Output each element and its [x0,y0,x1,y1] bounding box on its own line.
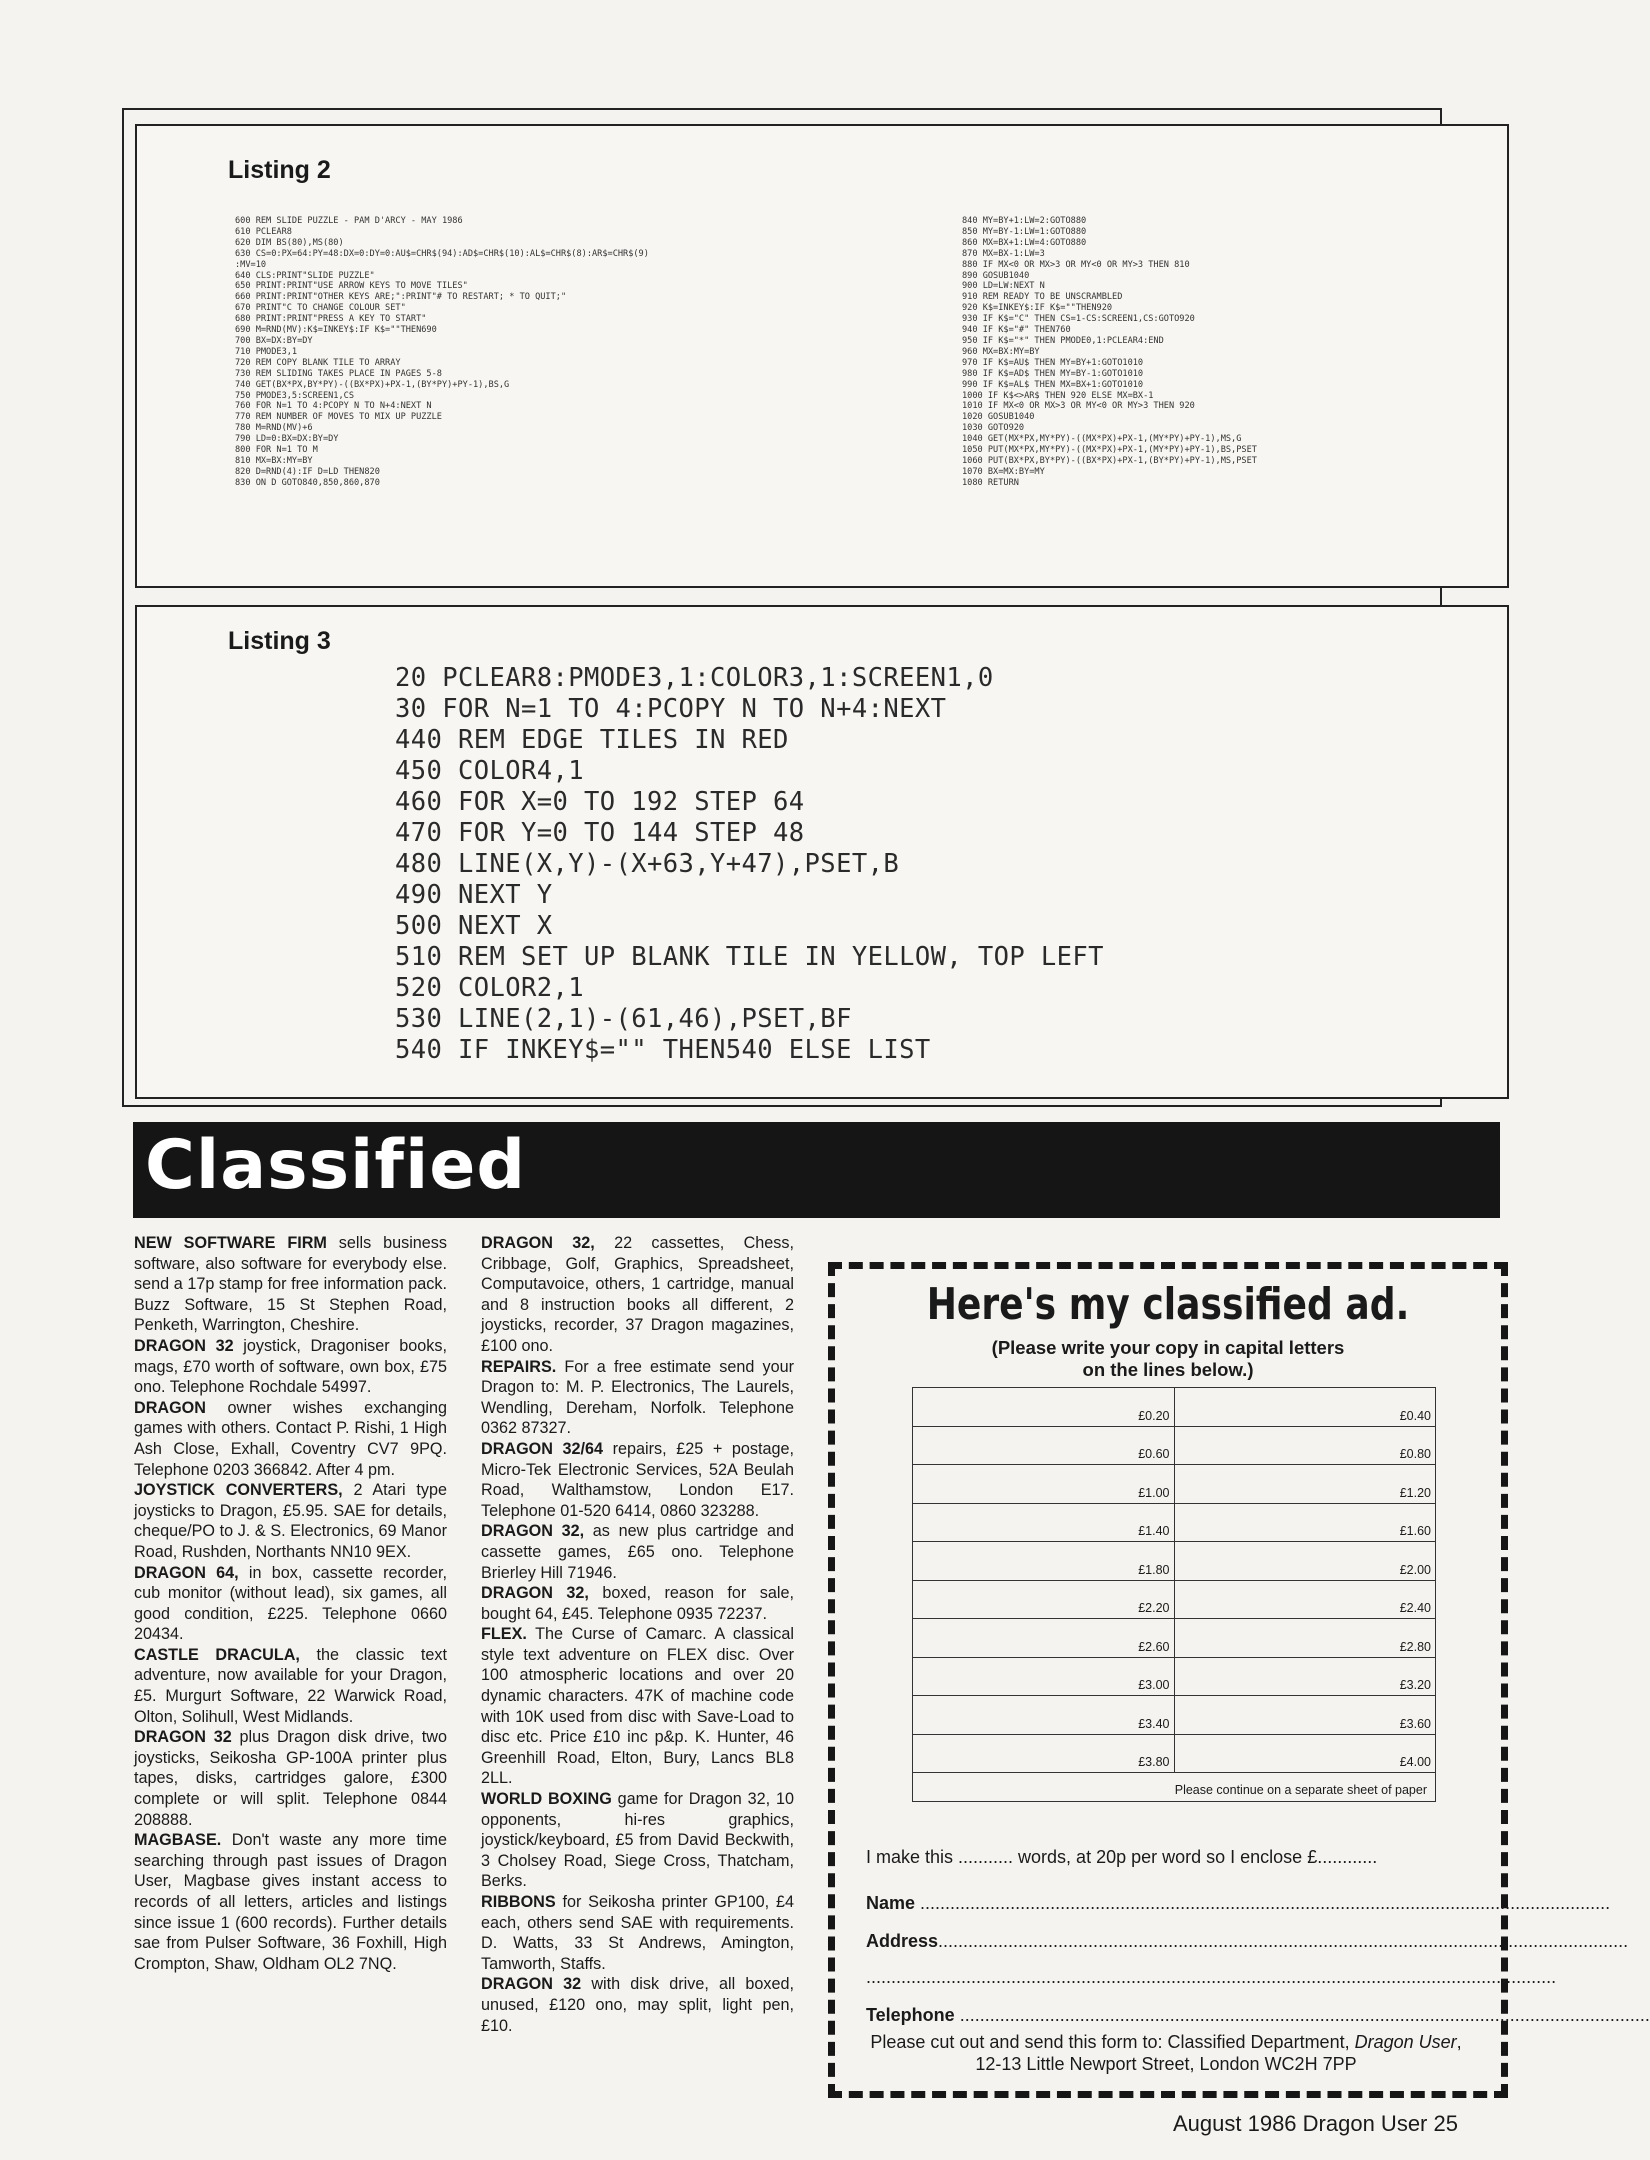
grid-cell[interactable] [913,1735,1174,1773]
grid-cell[interactable] [1174,1696,1436,1734]
grid-row [913,1581,1435,1620]
classified-ad [134,1233,447,1336]
address-dots-2: .......................................................................................................................................... [866,1967,1557,1987]
ad-body: For a free estimate send your Dragon to: M. P. Electronics, The Laurels, Wendling, Dereham, Norfolk. Telephone 0362 87327. [481,1357,794,1438]
grid-cell[interactable] [913,1542,1174,1580]
classified-column-1 [134,1233,447,1974]
telephone-label: Telephone [866,2005,955,2025]
price-label: £1.80 [1138,1562,1170,1577]
price-label: £1.40 [1138,1524,1170,1538]
listing-3-title: Listing 3 [228,627,331,655]
ad-body: 22 cassettes, Chess, Cribbage, Golf, Graphics, Spreadsheet, Computavoice, others, 1 cartridge, manual and 8 instruction books all different, 2 joysticks, recorder, 37 Dragon magazines, £100 ono. [481,1234,794,1355]
ad-heading: CASTLE DRACULA, [134,1645,300,1664]
grid-row [913,1696,1435,1735]
grid-row [913,1658,1435,1697]
form-title: Here's my classified ad. [926,1279,1410,1330]
ad-body: The Curse of Camarc. A classical style text adventure on FLEX disc. Over 100 atmospheric locations and over 20 dynamic characters. 47K of machine code with 10K used from disc with Save-Load to disc etc. Price £10 inc p&p. K. Hunter, 46 Greenhill Road, Elton, Bury, Lancs BL8 2LL. [481,1625,794,1788]
grid-row [913,1504,1435,1543]
address-field[interactable] [866,1931,1629,1952]
classified-ad [134,1336,447,1398]
address-label: Address [866,1931,939,1951]
grid-cell[interactable] [913,1658,1174,1696]
listing-3-code: 20 PCLEAR8:PMODE3,1:COLOR3,1:SCREEN1,0 30 FOR N=1 TO 4:PCOPY N TO N+4:NEXT 440 REM EDGE TILES IN RED 450 COLOR4,1 460 FOR X=0 TO 192 STEP 64 470 FOR Y=0 TO 144 STEP 48 480 LINE(X,Y)-(X+63,Y+47),PSET,B 490 NEXT Y 500 NEXT X 510 REM SET UP BLANK TILE IN YELLOW, TOP LEFT 520 COLOR2,1 530 LINE(2,1)-(61,46),PSET,BF 540 IF INKEY$="" THEN540 ELSE LIST [395,663,1104,1065]
grid-cell[interactable] [1174,1504,1436,1542]
grid-cell[interactable] [1174,1658,1436,1696]
ad-body: in box, cassette recorder, cub monitor (without lead), six games, all good condition, £225. Telephone 0660 20434. [134,1563,447,1644]
ad-heading: FLEX. [481,1625,527,1644]
ad-heading: DRAGON 32/64 [481,1439,604,1458]
ad-heading: JOYSTICK CONVERTERS, [134,1481,343,1500]
send-to-magazine: Dragon User [1354,2032,1457,2052]
telephone-field[interactable] [866,2005,1650,2026]
price-label: £3.80 [1138,1755,1170,1769]
ad-body: owner wishes exchanging games with others. Contact P. Rishi, 1 High Ash Close, Exhall, Coventry CV7 9PQ. Telephone 0203 366842. After 4 pm. [134,1398,447,1479]
grid-cell[interactable] [1174,1388,1436,1426]
page-footer: August 1986 Dragon User 25 [1173,2111,1458,2136]
grid-row [913,1427,1435,1466]
ad-heading: DRAGON 32, [481,1584,589,1603]
word-grid[interactable] [912,1387,1436,1802]
name-label: Name [866,1893,916,1913]
ad-body: joystick, Dragoniser books, mags, £70 worth of software, own box, £75 ono. Telephone Rochdale 54997. [134,1336,447,1397]
classified-ad [481,1233,794,1357]
price-label: £0.40 [1399,1408,1431,1423]
words-line[interactable]: I make this ........... words, at 20p per word so I enclose £............ [866,1847,1378,1867]
form-subtitle-line-2: on the lines below.) [1082,1359,1254,1380]
ad-heading: DRAGON 32 [481,1975,582,1994]
ad-heading: DRAGON 32, [481,1522,585,1541]
address-dots: .......................................................................................................................................... [938,1931,1629,1951]
ad-body: sells business software, also software for everybody else. send a 17p stamp for free information pack. Buzz Software, 15 St Stephen Road, Penketh, Warrington, Cheshire. [134,1234,447,1335]
price-label: £2.00 [1399,1562,1431,1577]
ad-heading: DRAGON [134,1398,206,1417]
form-subtitle [835,1337,1501,1381]
price-label: £0.60 [1138,1447,1170,1461]
classified-banner [133,1122,1500,1218]
ad-body: plus Dragon disk drive, two joysticks, Seikosha GP-100A printer plus tapes, disks, cartridges galore, £300 complete or will split. Telephone 0844 208888. [134,1728,447,1829]
classified-ad [481,1974,794,2036]
grid-cell[interactable] [913,1465,1174,1503]
price-label: £2.20 [1138,1601,1170,1615]
price-label: £3.20 [1399,1678,1431,1692]
ad-heading: NEW SOFTWARE FIRM [134,1234,327,1252]
telephone-dots: .......................................................................................................................................... [959,2005,1650,2025]
listing-2-title: Listing 2 [228,156,331,184]
classified-title: Classified [145,1126,527,1205]
listing-2-code-left: 600 REM SLIDE PUZZLE - PAM D'ARCY - MAY 1986 610 PCLEAR8 620 DIM BS(80),MS(80) 630 CS=0:PX=64:PY=48:DX=0:DY=0:AU$=CHR$(94):AD$=CHR$(10):AL$=CHR$(8):AR$=CHR$(9) :MV=10 640 CLS:PRINT"SLIDE PUZZLE" 650 PRINT:PRINT"USE ARROW KEYS TO MOVE TILES" 660 PRINT:PRINT"OTHER KEYS ARE;":PRINT"# TO RESTART; * TO QUIT;" 670 PRINT"C TO CHANGE COLOUR SET" 680 PRINT:PRINT"PRESS A KEY TO START" 690 M=RND(MV):K$=INKEY$:IF K$=""THEN690 700 BX=DX:BY=DY 710 PMODE3,1 720 REM COPY BLANK TILE TO ARRAY 730 REM SLIDING TAKES PLACE IN PAGES 5-8 740 GET(BX*PX,BY*PY)-((BX*PX)+PX-1,(BY*PY)+PY-1),BS,G 750 PMODE3,5:SCREEN1,CS 760 FOR N=1 TO 4:PCOPY N TO N+4:NEXT N 770 REM NUMBER OF MOVES TO MIX UP PUZZLE 780 M=RND(MV)+6 790 LD=0:BX=DX:BY=DY 800 FOR N=1 TO M 810 MX=BX:MY=BY 820 D=RND(4):IF D=LD THEN820 830 ON D GOTO840,850,860,870 [235,216,649,488]
classified-ad-form [828,1262,1650,2098]
send-to-part-1: Please cut out and send this form to: Classified Department, [870,2032,1355,2052]
ad-body: for Seikosha printer GP100, £4 each, others send SAE with requirements. D. Watts, 33 St Andrews, Amington, Tamworth, Staffs. [481,1893,794,1973]
grid-row [913,1388,1435,1427]
listing-2-box [135,124,1509,588]
ad-heading: RIBBONS [481,1893,556,1911]
ad-heading: WORLD BOXING [481,1790,612,1809]
ad-body: with disk drive, all boxed, unused, £120 ono, may split, light pen, £10. [481,1975,794,2035]
grid-cell[interactable] [1174,1581,1436,1619]
ad-body: game for Dragon 32, 10 opponents, hi-res graphics, joystick/keyboard, £5 from David Beckwith, 3 Cholsey Road, Siege Cross, Thatcham, Berks. [481,1790,794,1891]
ad-body: 2 Atari type joysticks to Dragon, £5.95. SAE for details, cheque/PO to J. & S. Electronics, 69 Manor Road, Rushden, Northants NN10 9EX. [134,1481,447,1561]
classified-ad [481,1892,794,1974]
price-label: £3.60 [1399,1716,1431,1731]
address-line-2[interactable] [866,1967,1557,1988]
continue-note: Please continue on a separate sheet of paper [1174,1783,1427,1797]
classified-ad [134,1398,447,1480]
grid-cell[interactable] [913,1696,1174,1734]
price-label: £3.00 [1138,1678,1170,1692]
classified-ad [481,1624,794,1789]
grid-cell[interactable] [913,1504,1174,1542]
grid-cell[interactable] [913,1619,1174,1657]
classified-ad [134,1830,447,1974]
classified-ad [134,1480,447,1562]
ad-heading: DRAGON 64, [134,1563,239,1582]
classified-ad [481,1439,794,1521]
grid-cell[interactable] [1174,1465,1436,1503]
ad-body: the classic text adventure, now available for your Dragon, £5. Murgurt Software, 22 Warwick Road, Olton, Solihull, West Midlands. [134,1645,447,1726]
classified-ad [134,1563,447,1645]
price-label: £3.40 [1138,1716,1170,1731]
grid-cell[interactable] [1174,1542,1436,1580]
grid-row [913,1735,1435,1774]
classified-ad [134,1727,447,1830]
price-label: £1.00 [1138,1485,1170,1500]
price-label: £4.00 [1399,1755,1431,1769]
price-label: £2.40 [1399,1601,1431,1615]
listing-2-code-right: 840 MY=BY+1:LW=2:GOTO880 850 MY=BY-1:LW=1:GOTO880 860 MX=BX+1:LW=4:GOTO880 870 MX=BX-1:LW=3 880 IF MX<0 OR MX>3 OR MY<0 OR MY>3 THEN 810 890 GOSUB1040 900 LD=LW:NEXT N 910 REM READY TO BE UNSCRAMBLED 920 K$=INKEY$:IF K$=""THEN920 930 IF K$="C" THEN CS=1-CS:SCREEN1,CS:GOTO920 940 IF K$="#" THEN760 950 IF K$="*" THEN PMODE0,1:PCLEAR4:END 960 MX=BX:MY=BY 970 IF K$=AU$ THEN MY=BY+1:GOTO1010 980 IF K$=AD$ THEN MY=BY-1:GOTO1010 990 IF K$=AL$ THEN MX=BX+1:GOTO1010 1000 IF K$<>AR$ THEN 920 ELSE MX=BX-1 1010 IF MX<0 OR MX>3 OR MY<0 OR MY>3 THEN 920 1020 GOSUB1040 1030 GOTO920 1040 GET(MX*PX,MY*PY)-((MX*PX)+PX-1,(MY*PY)+PY-1),MS,G 1050 PUT(MX*PX,MY*PY)-((MX*PX)+PX-1,(MY*PY)+PY-1),BS,PSET 1060 PUT(BX*PX,BY*PY)-((BX*PX)+PX-1,(BY*PY)+PY-1),MS,PSET 1070 BX=MX:BY=MY 1080 RETURN [962,216,1257,488]
ad-heading: REPAIRS. [481,1357,557,1376]
classified-column-2 [481,1233,794,2036]
grid-cell[interactable] [913,1388,1174,1426]
ad-heading: DRAGON 32 [134,1728,232,1747]
send-to-address [866,2031,1466,2075]
classified-ad [481,1789,794,1892]
listing-3-box [135,605,1509,1099]
grid-row [913,1619,1435,1658]
price-label: £1.60 [1399,1524,1431,1538]
form-subtitle-line-1: (Please write your copy in capital letters [991,1337,1345,1358]
classified-ad [134,1645,447,1727]
ad-body: repairs, £25 + postage, Micro-Tek Electronic Services, 52A Beulah Road, Walthamstow, London E17. Telephone 01-520 6414, 0860 323288. [481,1439,795,1520]
grid-cell[interactable] [913,1427,1174,1465]
ad-body: boxed, reason for sale, bought 64, £45. Telephone 0935 72237. [481,1584,794,1623]
price-label: £2.60 [1138,1639,1170,1654]
grid-cell[interactable] [1174,1619,1436,1657]
price-label: £0.80 [1399,1447,1431,1461]
ad-heading: MAGBASE. [134,1831,222,1850]
grid-cell[interactable] [1174,1735,1436,1773]
price-label: £0.20 [1138,1408,1170,1423]
ad-heading: DRAGON 32 [134,1336,234,1355]
classified-ad [481,1583,794,1624]
name-field[interactable] [866,1893,1611,1914]
name-dots: .......................................................................................................................................... [920,1893,1611,1913]
ad-body: as new plus cartridge and cassette games, £65 ono. Telephone Brierley Hill 71946. [481,1522,794,1582]
grid-cell[interactable] [913,1581,1174,1619]
send-to-part-2: , 12-13 Little Newport Street, London WC2H 7PP [975,2032,1462,2074]
classified-ad [481,1357,794,1439]
price-label: £2.80 [1399,1639,1431,1654]
classified-ad [481,1521,794,1583]
grid-cell[interactable] [1174,1427,1436,1465]
grid-row [913,1542,1435,1581]
ad-heading: DRAGON 32, [481,1234,595,1252]
price-label: £1.20 [1399,1485,1431,1500]
grid-row [913,1465,1435,1504]
ad-body: Don't waste any more time searching through past issues of Dragon User, Magbase gives instant access to records of all letters, articles and listings since issue 1 (600 records). Further details sae from Pulser Software, 36 Foxhill, High Crompton, Shaw, Oldham OL2 7NQ. [134,1831,447,1973]
